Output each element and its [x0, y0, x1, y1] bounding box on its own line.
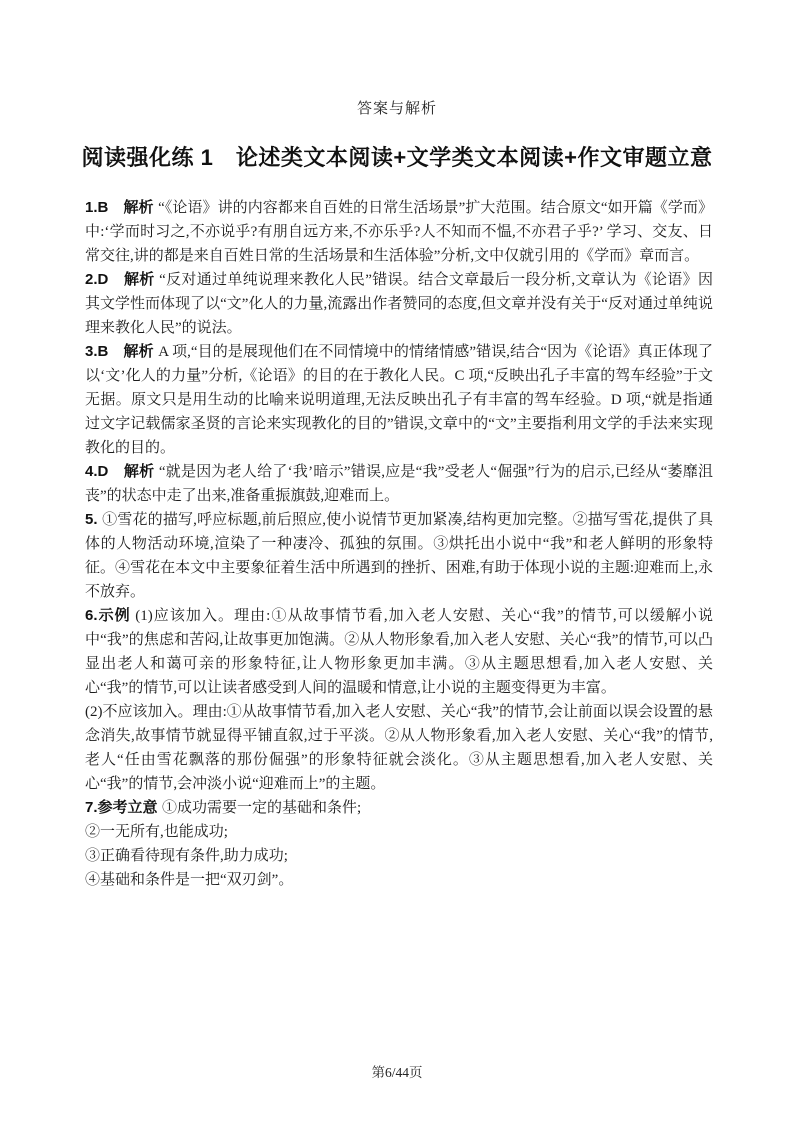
- answer-label: 1.B 解析: [85, 199, 154, 216]
- answer-paragraph: [85, 604, 713, 700]
- answer-text: ①成功需要一定的基础和条件;: [162, 800, 362, 816]
- answer-paragraph: [85, 196, 713, 268]
- answer-text: ④基础和条件是一把“双刃剑”。: [85, 872, 294, 888]
- answer-text: ③正确看待现有条件,助力成功;: [85, 848, 288, 864]
- page-number: 第6/44页: [371, 1065, 423, 1080]
- answer-paragraph: [85, 508, 713, 604]
- page-title: 阅读强化练 1 论述类文本阅读+文学类文本阅读+作文审题立意: [81, 145, 713, 170]
- answer-paragraph: [85, 844, 713, 868]
- answer-label: 4.D 解析: [85, 463, 155, 480]
- answer-label: 5.: [85, 511, 98, 528]
- answer-label: 2.D 解析: [85, 271, 155, 288]
- answer-text: “就是因为老人给了‘我’暗示”错误,应是“我”受老人“倔强”行为的启示,已经从“萎靡沮丧”的状态中走了出来,准备重振旗鼓,迎难而上。: [85, 464, 713, 504]
- answer-text: (1)应该加入。理由:①从故事情节看,加入老人安慰、关心“我”的情节,可以缓解小说中“我”的焦虑和苦闷,让故事更加饱满。②从人物形象看,加入老人安慰、关心“我”的情节,可以凸显出老人和蔼可亲的形象特征,让人物形象更加丰满。③从主题思想看,加入老人安慰、关心“我”的情节,可以让读者感受到人间的温暖和情意,让小说的主题变得更为丰富。: [85, 608, 713, 696]
- answer-text: ②一无所有,也能成功;: [85, 824, 228, 840]
- answer-text: “《论语》讲的内容都来自百姓的日常生活场景”扩大范围。结合原文“如开篇《学而》中:‘学而时习之,不亦说乎?有朋自远方来,不亦乐乎?人不知而不愠,不亦君子乎?’ 学习、交友、日常交往,讲的都是来自百姓日常的生活场景和生活体验”分析,文中仅就引用的《学而》章而言。: [85, 200, 714, 264]
- page-header: 答案与解析: [356, 101, 437, 117]
- answer-label: 3.B 解析: [85, 343, 154, 360]
- answer-label: 7.参考立意: [85, 799, 158, 816]
- answer-paragraph: [85, 268, 713, 340]
- answer-text: ①雪花的描写,呼应标题,前后照应,使小说情节更加紧凑,结构更加完整。②描写雪花,提供了具体的人物活动环境,渲染了一种凄冷、孤独的氛围。③烘托出小说中“我”和老人鲜明的形象特征。④雪花在本文中主要象征着生活中所遇到的挫折、困难,有助于体现小说的主题:迎难而上,永不放弃。: [85, 512, 713, 600]
- answer-paragraph: [85, 340, 713, 460]
- answer-paragraph: [85, 820, 713, 844]
- answer-label: 6.示例: [85, 607, 131, 624]
- answer-text: “反对通过单纯说理来教化人民”错误。结合文章最后一段分析,文章认为《论语》因其文学性而体现了以“文”化人的力量,流露出作者赞同的态度,但文章并没有关于“反对通过单纯说理来教化人民”的说法。: [85, 272, 713, 336]
- answer-text: (2)不应该加入。理由:①从故事情节看,加入老人安慰、关心“我”的情节,会让前面以误会设置的悬念消失,故事情节就显得平铺直叙,过于平淡。②从人物形象看,加入老人安慰、关心“我”的情节,老人“任由雪花飘落的那份倔强”的形象特征就会淡化。③从主题思想看,加入老人安慰、关心“我”的情节,会冲淡小说“迎难而上”的主题。: [85, 704, 713, 792]
- answer-paragraph: [85, 796, 713, 820]
- answer-paragraph: [85, 700, 713, 796]
- answer-paragraph: [85, 868, 713, 892]
- answer-paragraph: [85, 460, 713, 508]
- answer-list: [85, 196, 713, 892]
- answer-text: A 项,“目的是展现他们在不同情境中的情绪情感”错误,结合“因为《论语》真正体现了以‘文’化人的力量”分析,《论语》的目的在于教化人民。C 项,“反映出孔子丰富的驾车经验”于文无据。原文只是用生动的比喻来说明道理,无法反映出孔子有丰富的驾车经验。D 项,“就是指通过文字记载儒家圣贤的言论来实现教化的目的”错误,文章中的“文”主要指利用文学的手法来实现教化的目的。: [85, 344, 713, 456]
